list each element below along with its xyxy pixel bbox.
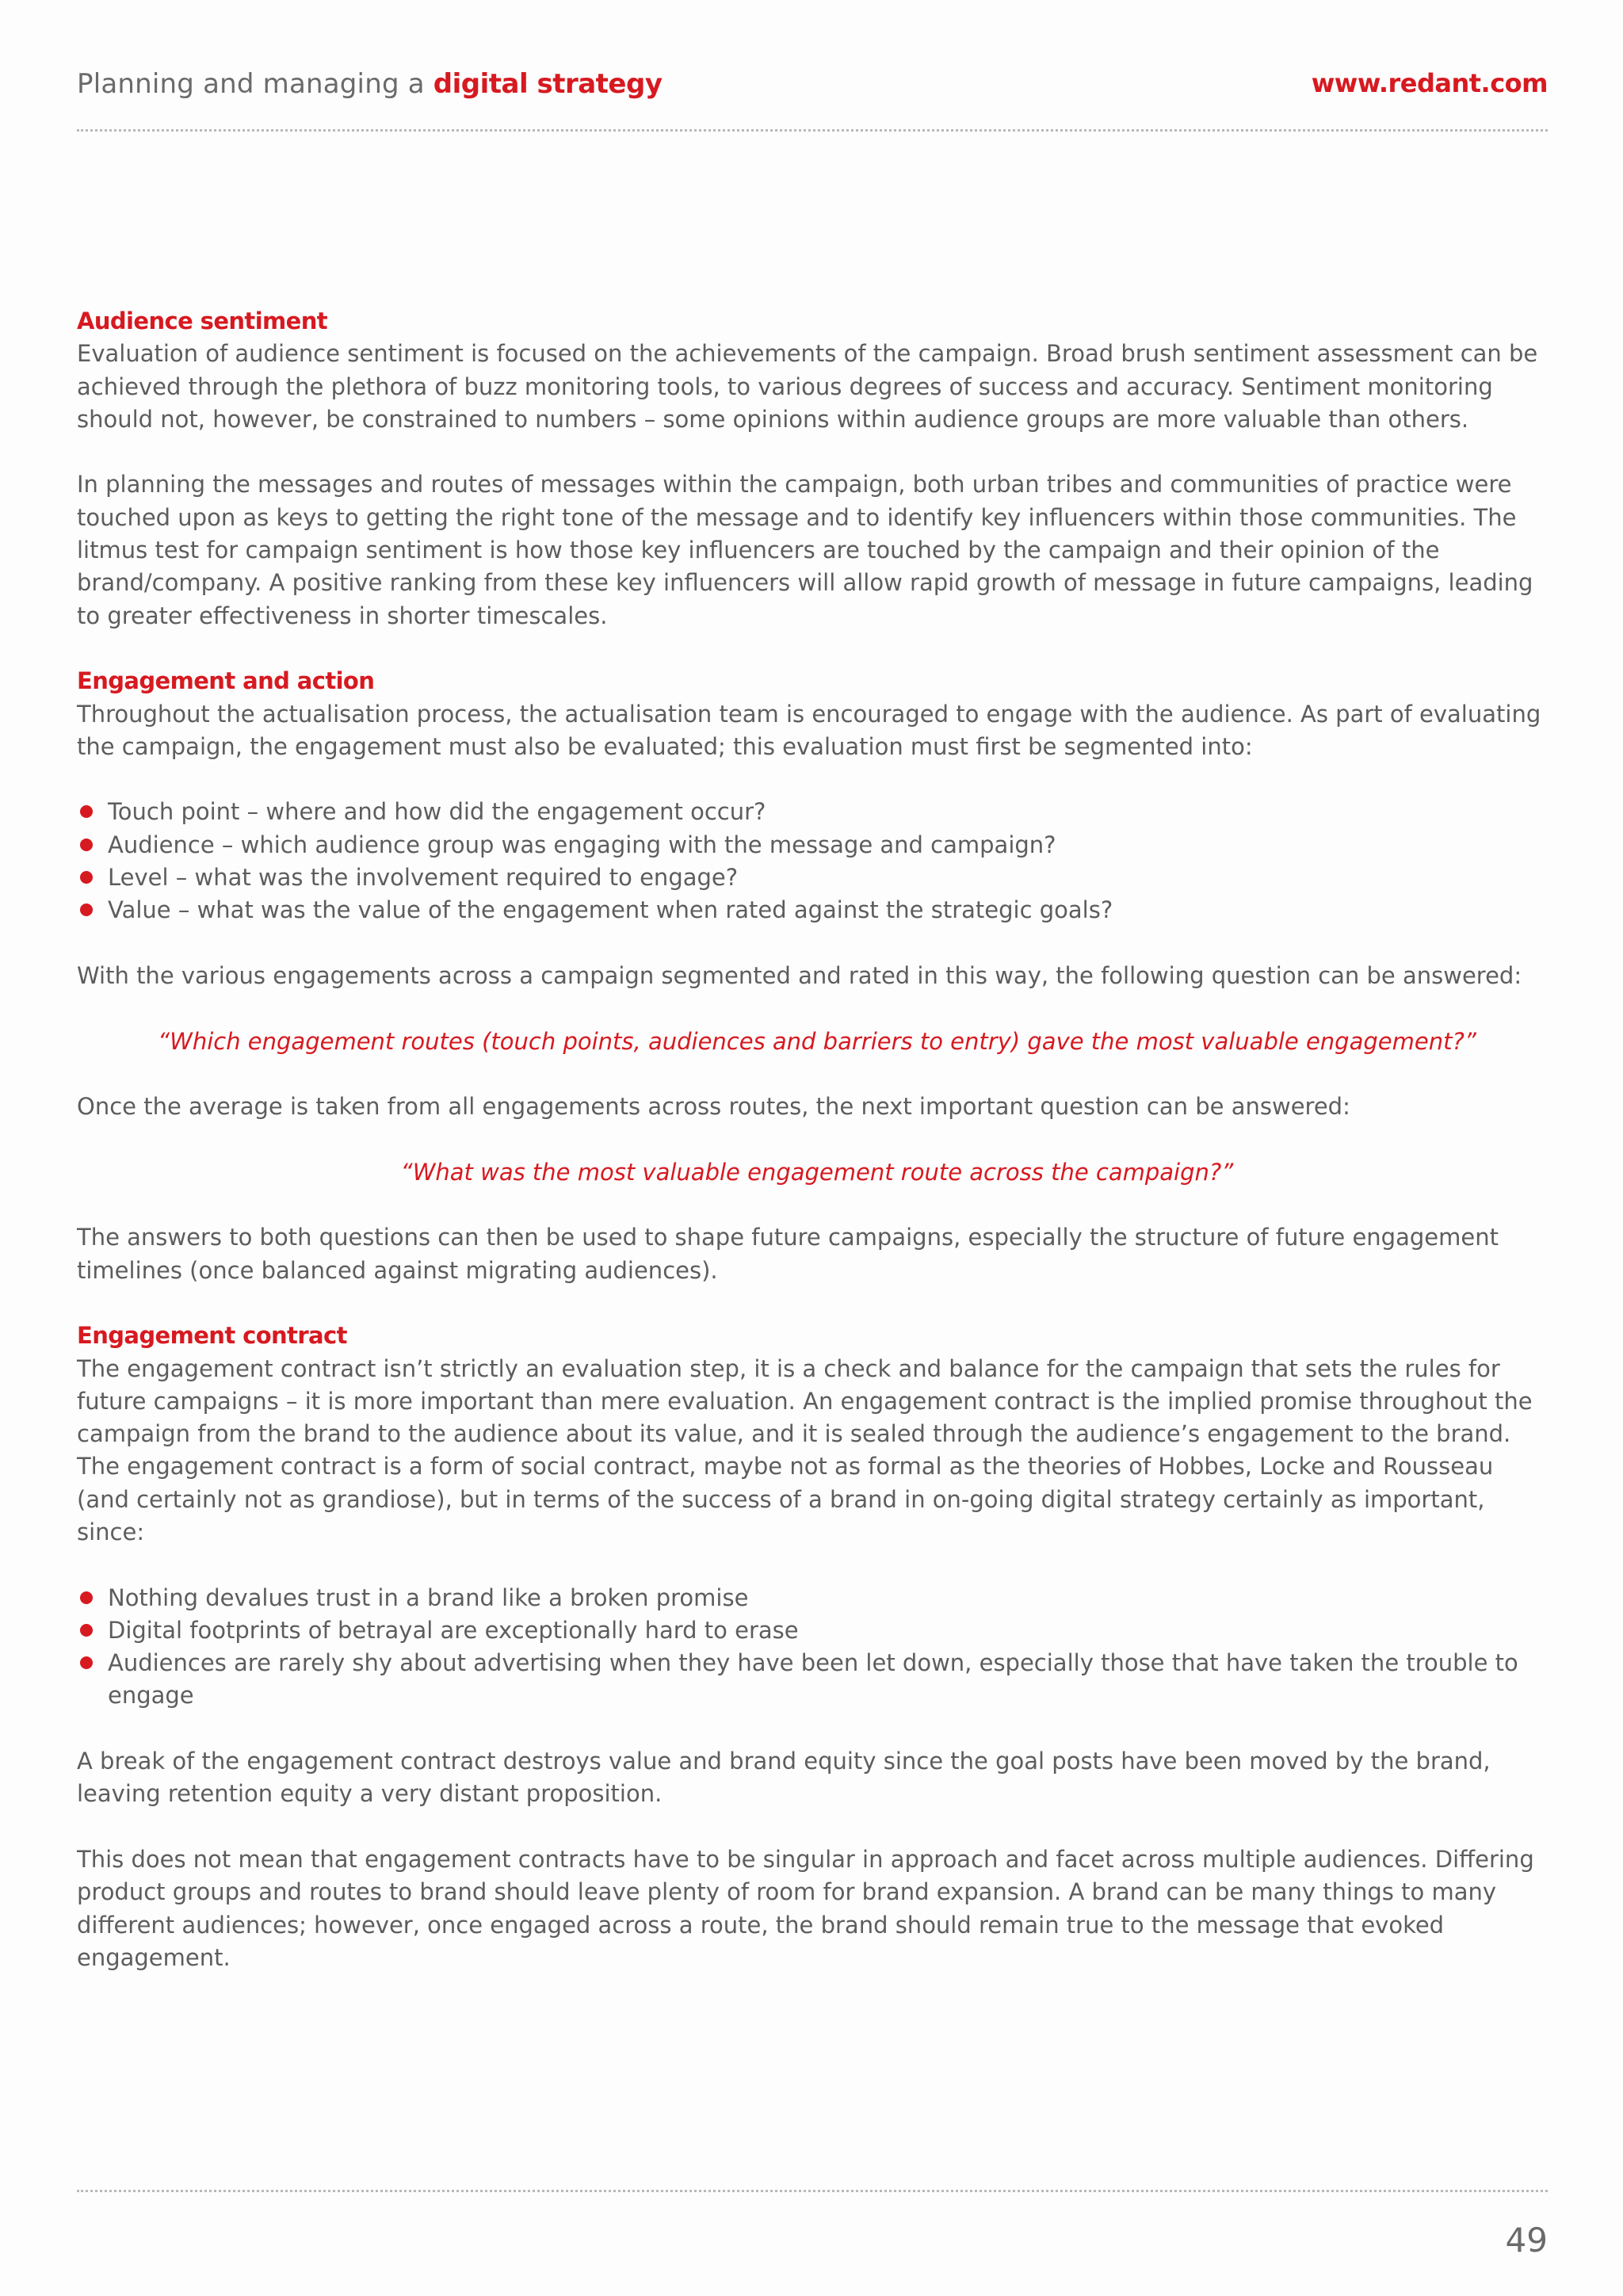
header-url-link[interactable]: www.redant.com [1311, 68, 1548, 98]
paragraph: Evaluation of audience sentiment is focused on the achievements of the campaign. Broad brush sentiment assessment can be achieved through the plethora of buzz monitoring tools, to various degrees of success and accuracy. Sentiment monitoring should not, however, be constrained to numbers – some opinions within audience groups are more valuable than others. [77, 340, 1538, 433]
list-item [77, 861, 1548, 894]
list-item-text: Audiences are rarely shy about advertising when they have been let down, especially those that have taken the trouble to engage [108, 1649, 1518, 1710]
pull-quote: “What was the most valuable engagement route across the campaign?” [400, 1158, 1234, 1186]
heading-audience-sentiment: Audience sentiment [77, 308, 328, 334]
document-page [77, 0, 1548, 2296]
list-item [77, 829, 1548, 861]
bullet-dot-icon [80, 1591, 93, 1604]
bullet-dot-icon [80, 805, 93, 818]
main-content [77, 305, 1548, 2007]
list-item [77, 1647, 1548, 1713]
paragraph: This does not mean that engagement contracts have to be singular in approach and facet across multiple audiences. Differing product groups and routes to brand should leave plenty of room for brand expansion. A brand can be many things to many different audiences; however, once engaged across a route, the brand should remain true to the message that evoked engagement. [77, 1845, 1534, 1971]
paragraph: In planning the messages and routes of messages within the campaign, both urban tribes and communities of practice were touched upon as keys to getting the right tone of the message and to identify key influencers within those communities. The litmus test for campaign sentiment is how those key influencers are touched by the campaign and their opinion of the brand/company. A positive ranking from these key influencers will allow rapid growth of message in future campaigns, leading to greater effectiveness in shorter timescales. [77, 471, 1533, 629]
page-header [77, 68, 1548, 113]
paragraph: The answers to both questions can then be used to shape future campaigns, especially the structure of future engagement timelines (once balanced against migrating audiences). [77, 1224, 1499, 1284]
bullet-dot-icon [80, 904, 93, 916]
bullet-dot-icon [80, 1624, 93, 1637]
heading-engagement-action: Engagement and action [77, 667, 375, 695]
bullet-dot-icon [80, 839, 93, 851]
header-title [77, 68, 662, 100]
paragraph: Once the average is taken from all engagements across routes, the next important question can be answered: [77, 1093, 1350, 1121]
header-divider [77, 129, 1548, 132]
list-item [77, 1582, 1548, 1614]
paragraph: A break of the engagement contract destroys value and brand equity since the goal posts have been moved by the brand, leaving retention equity a very distant proposition. [77, 1748, 1491, 1808]
list-item-text: Touch point – where and how did the engagement occur? [108, 798, 766, 826]
bullet-list-reasons [77, 1582, 1548, 1713]
header-title-accent: digital strategy [433, 68, 663, 100]
list-item [77, 894, 1548, 926]
list-item-text: Level – what was the involvement required to engage? [108, 864, 739, 892]
bullet-dot-icon [80, 1656, 93, 1669]
bullet-dot-icon [80, 871, 93, 884]
paragraph: With the various engagements across a campaign segmented and rated in this way, the following question can be answered: [77, 961, 1522, 989]
list-item [77, 796, 1548, 828]
footer-divider [77, 2190, 1548, 2192]
header-title-prefix: Planning and managing a [77, 68, 433, 100]
pull-quote: “Which engagement routes (touch points, audiences and barriers to entry) gave the most valuable engagement?” [158, 1027, 1476, 1055]
list-item-text: Value – what was the value of the engagement when rated against the strategic goals? [108, 896, 1113, 924]
list-item-text: Audience – which audience group was engaging with the message and campaign? [108, 831, 1056, 858]
list-item [77, 1614, 1548, 1647]
list-item-text: Digital footprints of betrayal are exceptionally hard to erase [108, 1616, 799, 1644]
bullet-list-segments [77, 796, 1548, 926]
paragraph: The engagement contract isn’t strictly an evaluation step, it is a check and balance for the campaign that sets the rules for future campaigns – it is more important than mere evaluation. An engagement contract is the implied promise throughout the campaign from the brand to the audience about its value, and it is sealed through the audience’s engagement to the brand. The engagement contract is a form of social contract, maybe not as formal as the theories of Hobbes, Locke and Rousseau (and certainly not as grandiose), but in terms of the success of a brand in on-going digital strategy certainly as important, since: [77, 1354, 1533, 1545]
paragraph: Throughout the actualisation process, the actualisation team is encouraged to engage with the audience. As part of evaluating the campaign, the engagement must also be evaluated; this evaluation must first be segmented into: [77, 700, 1541, 760]
heading-engagement-contract: Engagement contract [77, 1322, 347, 1350]
page-number: 49 [1505, 2221, 1548, 2260]
list-item-text: Nothing devalues trust in a brand like a broken promise [108, 1584, 749, 1611]
